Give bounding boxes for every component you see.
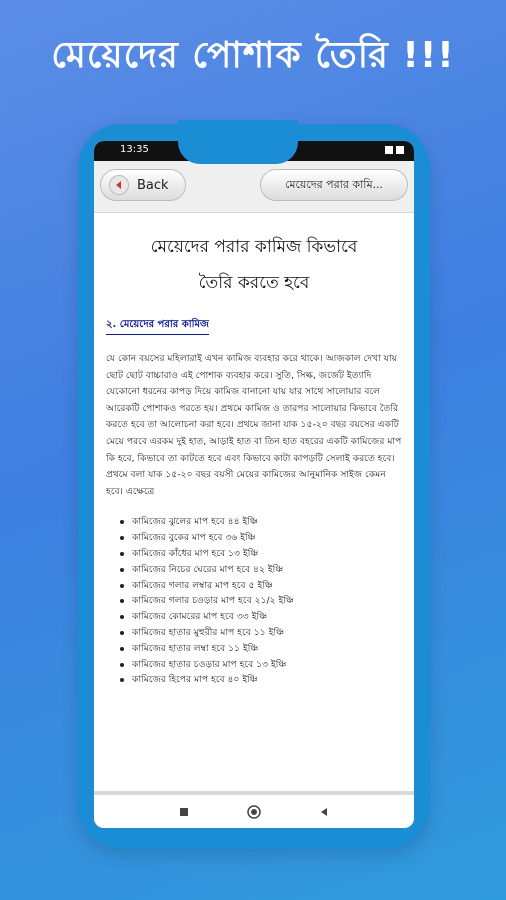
recents-button[interactable]: [177, 805, 191, 819]
page-title-chip: মেয়েদের পরার কামি...: [260, 169, 408, 201]
list-item: কামিজের হিপের মাপ হবে ৪০ ইঞ্চি: [132, 672, 402, 688]
phone-screen: [94, 141, 414, 828]
list-item: কামিজের ঝুলের মাপ হবে ৪৪ ইঞ্চি: [132, 514, 402, 530]
article-title-line-2: তৈরি করতে হবে: [198, 273, 310, 293]
app-bar: [94, 161, 414, 213]
battery-icon: [396, 146, 404, 154]
promo-title: মেয়েদের পোশাক তৈরি !!!: [51, 35, 455, 76]
measurement-list: [106, 514, 402, 688]
article-title: [106, 229, 402, 301]
article-paragraph: যে কোন বয়সের মহিলারাই এখন কামিজ ব্যবহার করে থাকে। আজকাল দেখা যায় ছোট ছোট বাচ্চারাও এই পোশাক ব্যবহার করে। সুতি, সিল্ক, জর্জেট ইত্যাদি যেকোনো ধরনের কাপড় দিয়ে কামিজ বানানো যায় যার সাথে সালোয়ার বলে আরেকটি পোশাকও পরতে হয়। প্রথমে কামিজ ও তারপর সালোয়ার কিভাবে তৈরি করতে হবে তা আলোচনা করা হবে। প্রথমে জানা যাক ১৫-২০ বছর বয়সের একটি মেয়ে পরবে এরকম দুই হাত, আড়াই হাত বা তিন হাত বহরের একটি কামিজের মাপ কি হবে, কিভাবে তা কাটতে হবে এবং কিভাবে কাটা কাপড়টি সেলাই করতে হবে। প্রথমে বলা যাক ১৫-২০ বছর বয়সী মেয়ের কামিজের আনুমানিক সাইজ কেমন হবে। এক্ষেত্রে: [106, 353, 402, 497]
status-time: 13:35: [120, 144, 149, 155]
home-circle-icon: [247, 805, 261, 819]
recents-square-icon: [179, 807, 189, 817]
list-item: কামিজের গলার চওড়ার মাপ হবে ২১/২ ইঞ্চি: [132, 593, 402, 609]
back-button-label: Back: [137, 177, 169, 193]
article-title-line-1: মেয়েদের পরার কামিজ কিভাবে: [150, 237, 358, 257]
list-item: কামিজের বুকের মাপ হবে ৩৬ ইঞ্চি: [132, 530, 402, 546]
list-item: কামিজের হাতার মুহুরীর মাপ হবে ১১ ইঞ্চি: [132, 625, 402, 641]
camera-notch: [178, 120, 298, 164]
system-nav-bar: [94, 795, 414, 828]
back-triangle-icon: [319, 807, 329, 817]
back-button[interactable]: [100, 169, 186, 201]
back-arrow-icon: [109, 175, 129, 195]
back-nav-button[interactable]: [317, 805, 331, 819]
list-item: কামিজের হাতার চওড়ার মাপ হবে ১৩ ইঞ্চি: [132, 657, 402, 673]
list-item: কামিজের কাঁধের মাপ হবে ১৩ ইঞ্চি: [132, 546, 402, 562]
list-item: কামিজের নিচের ঘেরের মাপ হবে ৪২ ইঞ্চি: [132, 562, 402, 578]
home-button[interactable]: [247, 805, 261, 819]
list-item: কামিজের গলার লম্বার মাপ হবে ৫ ইঞ্চি: [132, 578, 402, 594]
list-item: কামিজের হাতার লম্বা হবে ১১ ইঞ্চি: [132, 641, 402, 657]
section-heading-link[interactable]: ২. মেয়েদের পরার কামিজ: [106, 317, 209, 335]
status-icons: [385, 146, 404, 154]
phone-frame: [78, 124, 430, 849]
signal-icon: [385, 146, 393, 154]
list-item: কামিজের কোমরের মাপ হবে ৩৩ ইঞ্চি: [132, 609, 402, 625]
article-content[interactable]: [94, 213, 414, 791]
